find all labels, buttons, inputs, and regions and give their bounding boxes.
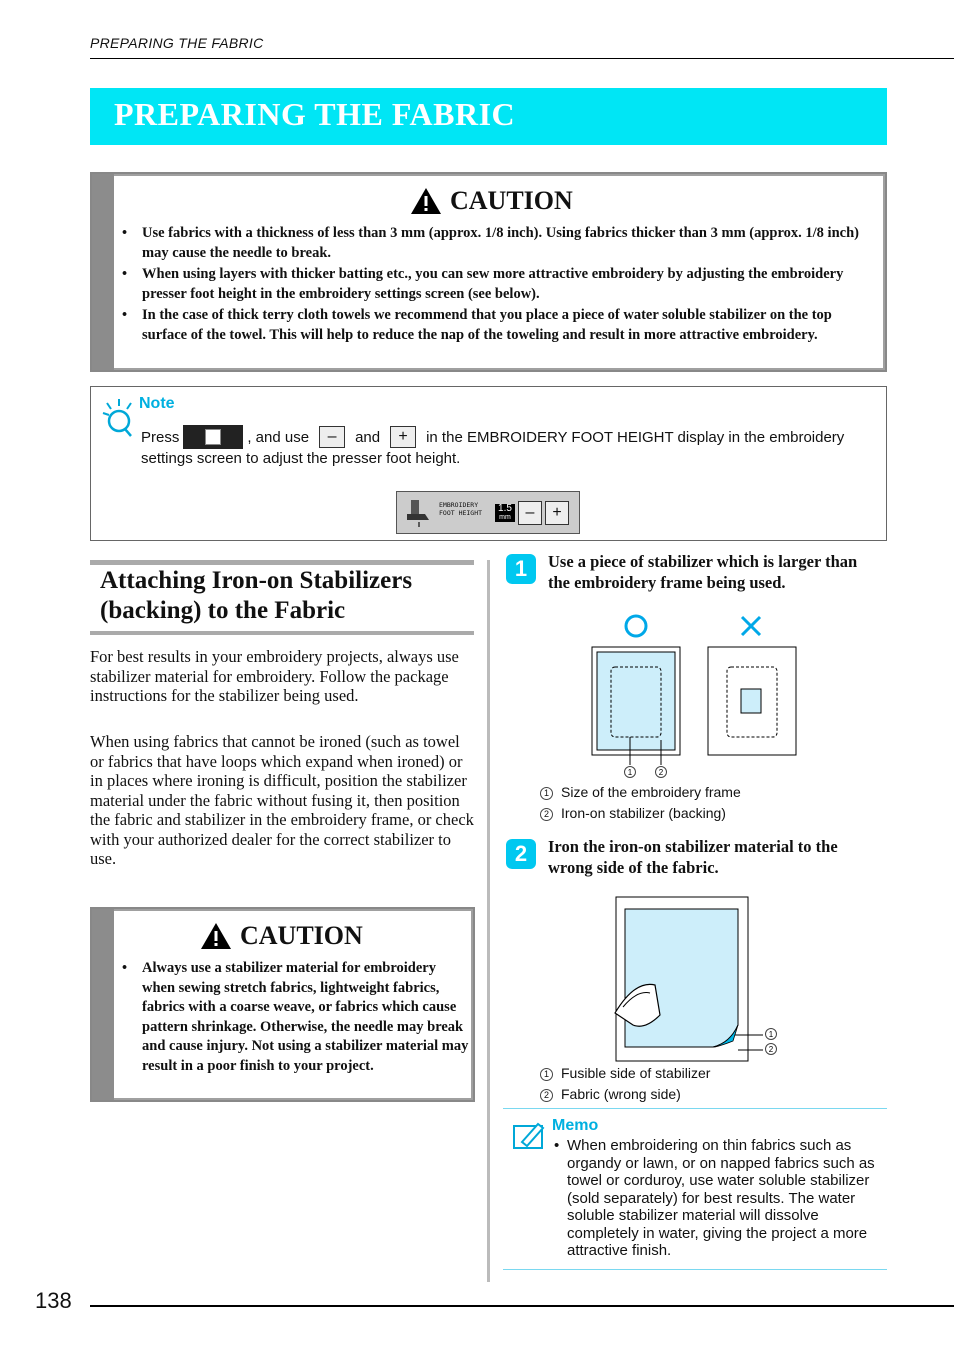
foot-height-label: EMBROIDERY FOOT HEIGHT [439,501,483,517]
step-text-2: Iron the iron-on stabilizer material to the wrong side of the fabric. [548,837,838,877]
section-title: Attaching Iron-on Stabilizers (backing) to the Fabric [100,567,413,624]
stabilizer-size-figure [585,610,805,785]
running-head: PREPARING THE FABRIC [90,35,264,51]
ironing-figure [605,895,785,1065]
caution-item: • Use fabrics with a thickness of less than 3 mm (approx. 1/8 inch). Using fabrics thicker than 3 mm (approx. 1/8 inch) may cause the needle to break. [120,224,880,263]
body-paragraph-2: When using fabrics that cannot be ironed (such as towel or fabrics that have loops which expand when ironed) or in places where ironing is difficult, position the stabilizer material under the fabric without fusing it, then position the fabric and stabilizer in the embroidery frame, or check with your authorized dealer for the correct stabilizer to use. [90,732,474,868]
figure1-callout: 2 [658,768,664,777]
figure2-legend-1: 1 Fusible side of stabilizer [540,1065,710,1081]
caution-list-1 [120,224,880,347]
foot-height-minus-icon: – [518,501,542,525]
section-rule-bottom [90,631,474,635]
memo-icon [512,1120,546,1150]
caution-item: • In the case of thick terry cloth towels we recommend that you place a piece of water soluble stabilizer on the top surface of the towel. This will help to reduce the nap of the toweling and result in more attractive embroidery. [120,306,880,345]
note-icon [101,397,135,437]
settings-menu-button-icon [183,425,243,449]
figure2-callout: 1 [768,1030,774,1039]
correct-icon [626,616,646,636]
figure1-legend-1: 1 Size of the embroidery frame [540,784,741,800]
memo-text: • When embroidering on thin fabrics such as organdy or lawn, or on napped fabrics such as towel or corduroy, use water soluble stabilizer (sold separately) for best results. The water soluble stabilizer material will dissolve completely in water, giving the project a more attractive finish. [567,1137,882,1260]
memo-label: Memo [552,1117,599,1134]
warning-icon [200,922,232,950]
foot-height-value: 1.5 mm [495,504,515,522]
foot-height-panel [396,491,580,534]
caution-item: • Always use a stabilizer material for embroidery when sewing stretch fabrics, lightweight fabrics, fabrics with a coarse weave, or fabrics which cause pattern shrinkage. Otherwise, the needle may break and cause injury. Not using a stabilizer material may result in a poor finish to your project. [120,959,470,1076]
caution-list-2 [120,959,470,1078]
caution-box-1 [90,172,887,372]
body-paragraph-1: For best results in your embroidery projects, always use stabilizer material for embroidery. Follow the package instructions for the stabilizer being used. [90,647,459,705]
caution-item: • When using layers with thicker batting etc., you can sew more attractive embroidery by adjusting the embroidery presser foot height in the embroidery settings screen (see below). [120,265,880,304]
title-bar [90,88,887,145]
caution-gutter [92,909,114,1100]
note-box [90,386,887,541]
foot-height-plus-icon: + [545,501,569,525]
step-number-1: 1 [506,554,536,584]
caution-box-2 [90,907,475,1102]
presser-foot-icon [403,498,433,528]
figure1-legend-2: 2 Iron-on stabilizer (backing) [540,805,726,821]
plus-key-icon: + [390,426,416,448]
figure2-callout: 2 [768,1045,774,1054]
caution-gutter [92,174,114,370]
caution-heading-2: CAUTION [200,921,363,951]
figure1-callout: 1 [627,768,633,777]
page-number: 138 [35,1288,72,1313]
footer-rule [90,1305,954,1307]
memo-rule-bottom [503,1269,887,1270]
step-number-2: 2 [506,839,536,869]
memo-rule-top [503,1108,887,1109]
step-text-1: Use a piece of stabilizer which is larger than the embroidery frame being used. [548,552,858,592]
note-text: Press , and use – and + in the EMBROIDERY FOOT HEIGHT display in the embroidery [141,425,844,449]
section-rule-top [90,560,474,565]
note-text-line2: settings screen to adjust the presser foot height. [141,450,461,467]
header-rule [90,58,954,59]
warning-icon [410,187,442,215]
minus-key-icon: – [319,426,345,448]
page-title: PREPARING THE FABRIC [114,96,516,132]
note-label: Note [139,395,175,412]
column-divider [487,560,490,1282]
figure2-legend-2: 2 Fabric (wrong side) [540,1086,681,1102]
caution-heading-1: CAUTION [410,186,573,216]
